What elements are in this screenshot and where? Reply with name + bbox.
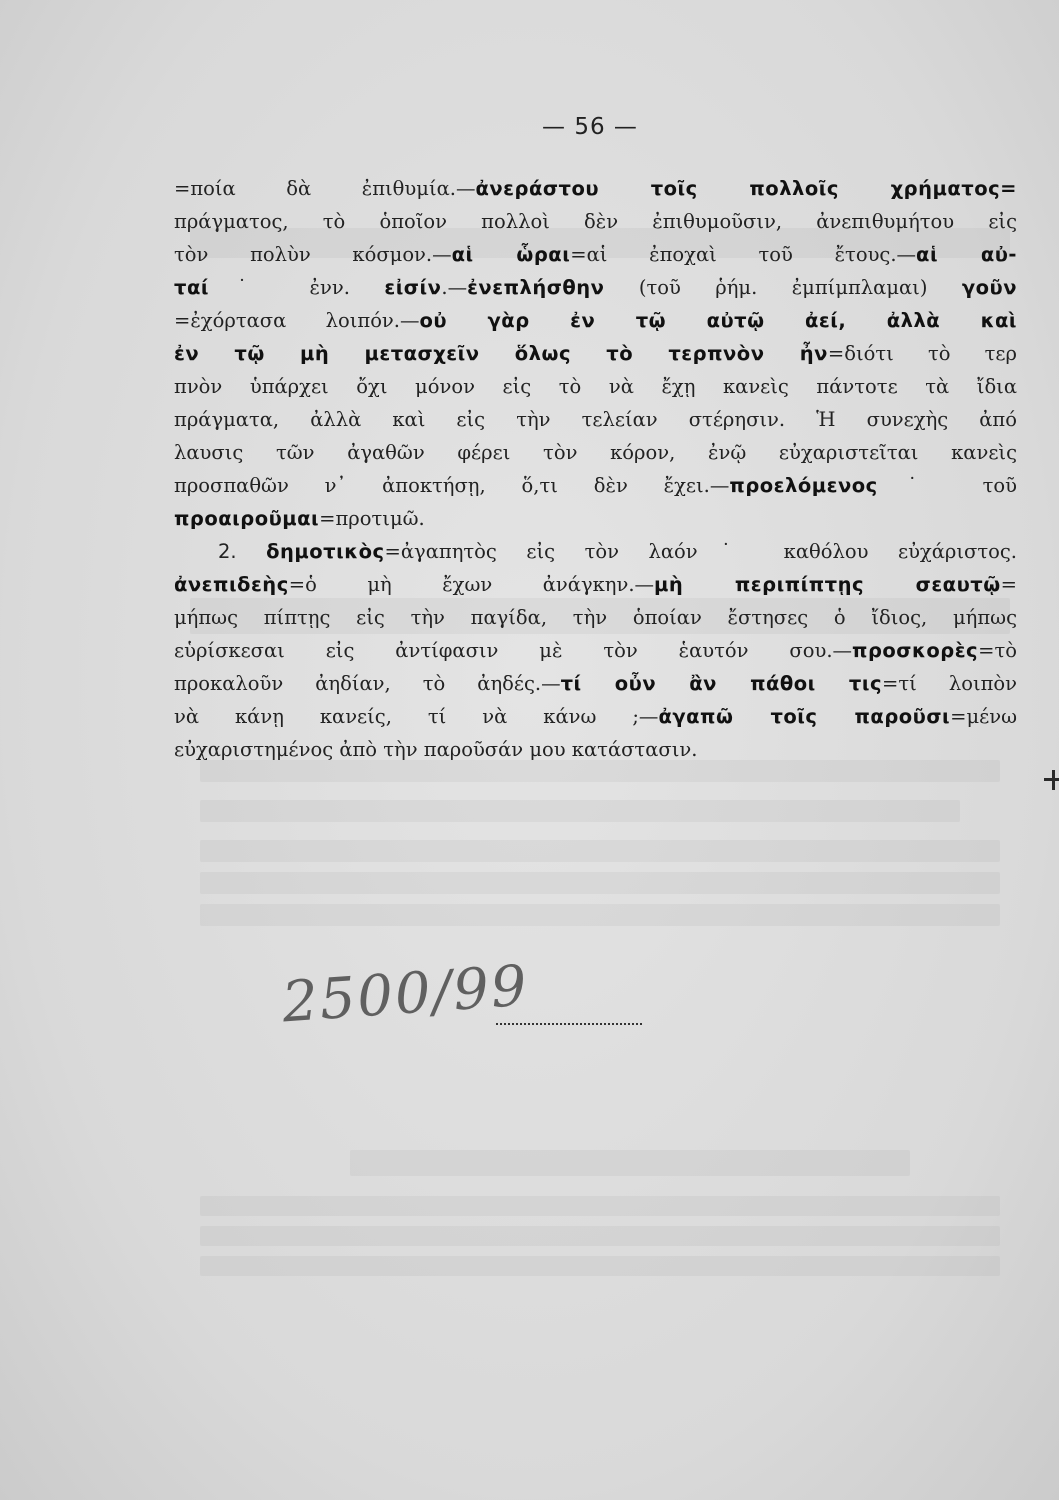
bold-term: προσκορὲς (852, 639, 979, 662)
text-line: τὸν πολὺν κόσμον.—αἱ ὧραι=αἱ ἐποχαὶ τοῦ ἔτους.—αἱ αὐ- (174, 243, 1017, 266)
bold-term: αἱ ὧραι (451, 243, 571, 266)
bold-term: προαιροῦμαι (174, 507, 320, 530)
bold-term: ἀγαπῶ τοῖς παροῦσι (658, 705, 951, 728)
text-line: μήπως πίπτῃς εἰς τὴν παγίδα, τὴν ὁποίαν ἔστησες ὁ ἴδιος, μήπως (174, 606, 1017, 629)
bleed-through-block (200, 904, 1000, 926)
bleed-through-block (350, 1150, 910, 1176)
body-text (174, 172, 1017, 766)
bold-term: προελόμενος (729, 474, 878, 497)
bleed-through-block (200, 1256, 1000, 1276)
bleed-through-block (200, 872, 1000, 894)
text-line: =ποία δὰ ἐπιθυμία.—ἀνεράστου τοῖς πολλοῖς χρήματος= (174, 177, 1017, 200)
text-line: εὐχαριστημένος ἀπὸ τὴν παροῦσάν μου κατάστασιν. (174, 738, 698, 761)
bold-term: γοῦν (961, 276, 1017, 299)
text-line: πνὸν ὑπάρχει ὄχι μόνον εἰς τὸ νὰ ἔχῃ κανεὶς πάντοτε τὰ ἴδια (174, 375, 1017, 398)
page-number: — 56 — (542, 114, 638, 140)
bleed-through-block (200, 800, 960, 822)
handwritten-note: 2500/99 (280, 953, 531, 1036)
text-line: ταί˙ ἐνν. εἰσίν.—ἐνεπλήσθην (τοῦ ῥήμ. ἐμπίμπλαμαι) γοῦν (174, 276, 1017, 299)
text-line: προαιροῦμαι=προτιμῶ. (174, 507, 425, 530)
text-line: =ἐχόρτασα λοιπόν.—οὐ γὰρ ἐν τῷ αὐτῷ ἀεί, ἀλλὰ καὶ (174, 309, 1017, 332)
text-line: 2. δημοτικὸς=ἀγαπητὸς εἰς τὸν λαόν˙ καθόλου εὐχάριστος. (218, 540, 1017, 563)
bold-term: εἰσίν (384, 276, 442, 299)
bold-term: ταί (174, 276, 209, 299)
bold-term: ἐνεπλήσθην (467, 276, 605, 299)
text-line: εὑρίσκεσαι εἰς ἀντίφασιν μὲ τὸν ἑαυτόν σου.—προσκορὲς=τὸ (174, 639, 1017, 662)
bold-term: δημοτικὸς (266, 540, 385, 563)
bold-term: τί οὖν ἂν πάθοι τις (560, 672, 883, 695)
bleed-through-block (200, 1226, 1000, 1246)
bleed-through-block (200, 840, 1000, 862)
text-line: προσπαθῶν ν᾿ ἀποκτήσῃ, ὅ,τι δὲν ἔχει.—προελόμενος˙ τοῦ (174, 474, 1017, 497)
edge-mark (1052, 770, 1055, 790)
text-line: ἐν τῷ μὴ μετασχεῖν ὅλως τὸ τερπνὸν ἦν=διότι τὸ τερ (174, 342, 1017, 365)
text-line: προκαλοῦν ἀηδίαν, τὸ ἀηδές.—τί οὖν ἂν πάθοι τις=τί λοιπὸν (174, 672, 1017, 695)
text-line: λαυσις τῶν ἀγαθῶν φέρει τὸν κόρον, ἐνῷ εὐχαριστεῖται κανεὶς (174, 441, 1017, 464)
bold-term: ἀνεπιδεὴς (174, 573, 289, 596)
bold-term: μὴ περιπίπτῃς σεαυτῷ (654, 573, 1001, 596)
bold-term: ἀνεράστου τοῖς πολλοῖς χρήματος= (475, 177, 1017, 200)
bold-term: αἱ αὐ- (916, 243, 1017, 266)
text-line: νὰ κάνῃ κανείς, τί νὰ κάνω ;—ἀγαπῶ τοῖς παροῦσι=μένω (174, 705, 1018, 728)
bleed-through-block (200, 1196, 1000, 1216)
text-line: πράγματος, τὸ ὁποῖον πολλοὶ δὲν ἐπιθυμοῦσιν, ἀνεπιθυμήτου εἰς (174, 210, 1017, 233)
bold-term: οὐ γὰρ ἐν τῷ αὐτῷ ἀεί, ἀλλὰ καὶ (419, 309, 1017, 332)
dotted-rule (496, 1023, 642, 1025)
text-line: πράγματα, ἀλλὰ καὶ εἰς τὴν τελείαν στέρησιν. Ἡ συνεχὴς ἀπό (174, 408, 1017, 431)
text-line: ἀνεπιδεὴς=ὁ μὴ ἔχων ἀνάγκην.—μὴ περιπίπτῃς σεαυτῷ= (174, 573, 1017, 596)
bold-term: ἐν τῷ μὴ μετασχεῖν ὅλως τὸ τερπνὸν ἦν (174, 342, 828, 365)
